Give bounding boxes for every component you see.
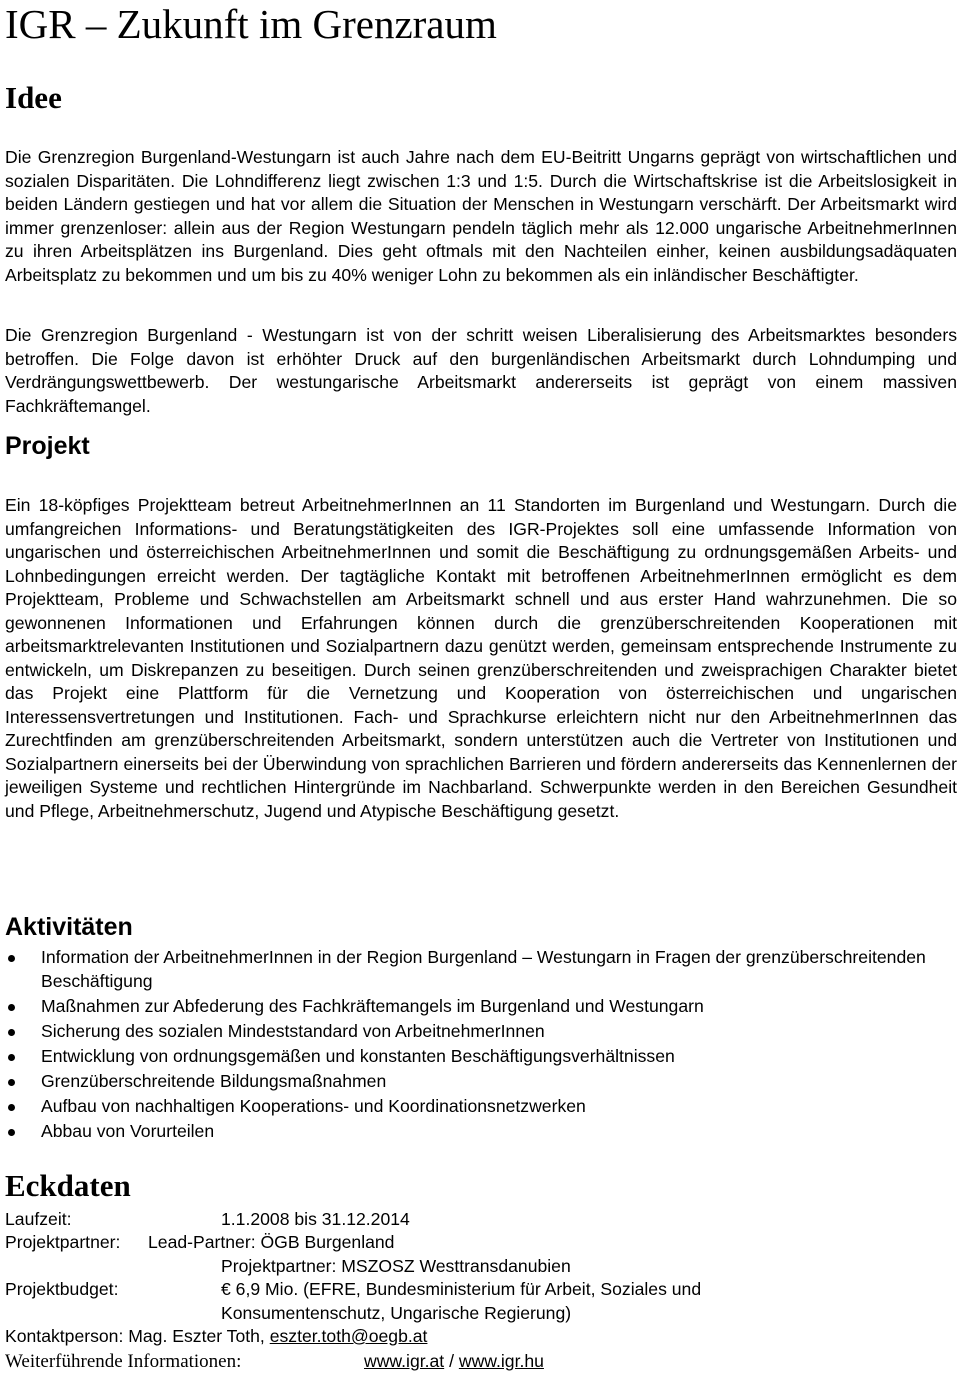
- list-item: Abbau von Vorurteilen: [5, 1120, 957, 1144]
- budget-value: € 6,9 Mio. (EFRE, Bundesministerium für Arbeit, Soziales und: [221, 1279, 702, 1299]
- link-separator: /: [444, 1351, 459, 1371]
- section-heading-projekt: Projekt: [5, 432, 90, 460]
- bullet-icon: [8, 955, 15, 962]
- section-heading-idee: Idee: [5, 80, 62, 115]
- list-item: Sicherung des sozialen Mindeststandard von ArbeitnehmerInnen: [5, 1020, 957, 1044]
- section-heading-aktivitaeten: Aktivitäten: [5, 913, 133, 941]
- list-item: Grenzüberschreitende Bildungsmaßnahmen: [5, 1070, 957, 1094]
- list-item: Information der ArbeitnehmerInnen in der Region Burgenland – Westungarn in Fragen der grenzüberschreitenden Beschäftigung: [5, 946, 957, 993]
- idee-paragraph-1: Die Grenzregion Burgenland-Westungarn ist auch Jahre nach dem EU-Beitritt Ungarns geprägt von wirtschaftlichen und sozialen Disparitäten. Die Lohndifferenz liegt zwischen 1:3 und 1:5. Durch die Wirtschaftskrise ist die Arbeitslosigkeit in beiden Ländern gestiegen und hat vor allem die Situation der Menschen in Westungarn verschärft. Der Arbeitsmarkt wird immer grenzenloser: allein aus der Region Westungarn pendeln täglich mehr als 12.000 ungarische ArbeitnehmerInnen zu ihren Arbeitsplätzen ins Burgenland. Dies geht oftmals mit den Nachteilen einher, keinen ausbildungsadäquaten Arbeitsplatz zu bekommen und um bis zu 40% weniger Lohn zu bekommen als ein inländischer Beschäftigter.: [5, 147, 957, 285]
- aktivitaeten-list: [5, 946, 957, 1145]
- email-link[interactable]: eszter.toth@oegb.at: [269, 1326, 428, 1346]
- info-links: [364, 1350, 544, 1374]
- partner-label: Projektpartner:: [5, 1232, 121, 1252]
- bullet-icon: [8, 1129, 15, 1136]
- bullet-icon: [8, 1054, 15, 1061]
- laufzeit-label: Laufzeit:: [5, 1209, 72, 1229]
- bullet-icon: [8, 1004, 15, 1011]
- projektpartner-value: Projektpartner: MSZOSZ Westtransdanubien: [221, 1256, 571, 1276]
- projekt-paragraph: Ein 18-köpfiges Projektteam betreut ArbeitnehmerInnen an 11 Standorten im Burgenland und Westungarn. Durch die umfangreichen Informations- und Beratungstätigkeiten des IGR-Projektes soll eine umfassende Information von ungarischen und österreichischen ArbeitnehmerInnen und somit die Beschäftigung zu ordnungsgemäßen Arbeits- und Lohnbedingungen erreicht werden. Der tagtägliche Kontakt mit betroffenen ArbeitnehmerInnen ermöglicht es dem Projektteam, Probleme und Schwachstellen am Arbeitsmarkt schnell und aus erster Hand wahrzunehmen. Die so gewonnenen Informationen und Erfahrungen können durch die grenzüberschreitenden Kooperationen mit arbeitsmarktrelevanten Institutionen und Sozialpartnern dazu genützt werden, gemeinsam entsprechende Instrumente zu entwickeln, um Diskrepanzen zu beseitigen. Durch seinen grenzüberschreitenden und zweisprachigen Charakter bietet das Projekt eine Plattform für die Vernetzung und Kooperation von österreichischen und ungarischen Interessensvertretungen und Institutionen. Fach- und Sprachkurse erleichtern nicht nur den ArbeitnehmerInnen das Zurechtfinden am grenzüberschreitenden Arbeitsmarkt, sondern unterstützen auch die Vertreter von Institutionen und Sozialpartnern einerseits bei der Überwindung von sprachlichen Barrieren und fördern andererseits das Kennenlernen der jeweiligen Systeme und rechtlichen Hintergründe im Nachbarland. Schwerpunkte werden in den Bereichen Gesundheit und Pflege, Arbeitnehmerschutz, Jugend und Atypische Beschäftigung gesetzt.: [5, 495, 957, 821]
- bullet-icon: [8, 1029, 15, 1036]
- budget-label: Projektbudget:: [5, 1279, 119, 1299]
- section-heading-eckdaten: Eckdaten: [5, 1168, 131, 1203]
- link-igr-hu[interactable]: www.igr.hu: [458, 1351, 544, 1371]
- list-item: Aufbau von nachhaltigen Kooperations- und Koordinationsnetzwerken: [5, 1095, 957, 1119]
- laufzeit-value: 1.1.2008 bis 31.12.2014: [221, 1209, 410, 1229]
- document-title: IGR – Zukunft im Grenzraum: [5, 1, 497, 47]
- link-igr-at[interactable]: www.igr.at: [364, 1351, 445, 1371]
- kontakt-label: Kontaktperson: Mag. Eszter Toth,: [5, 1326, 270, 1346]
- bullet-icon: [8, 1104, 15, 1111]
- list-item: Maßnahmen zur Abfederung des Fachkräftemangels im Burgenland und Westungarn: [5, 995, 957, 1019]
- bullet-icon: [8, 1079, 15, 1086]
- budget-value-continued: Konsumentenschutz, Ungarische Regierung): [221, 1303, 572, 1323]
- info-label: Weiterführende Informationen:: [5, 1351, 242, 1372]
- kontakt-row: [5, 1325, 427, 1349]
- idee-paragraph-2: Die Grenzregion Burgenland - Westungarn ist von der schritt weisen Liberalisierung des Arbeitsmarktes besonders betroffen. Die Folge davon ist erhöhter Druck auf den burgenländischen Arbeitsmarkt durch Lohndumping und Verdrängungswettbewerb. Der westungarische Arbeitsmarkt andererseits ist geprägt von einem massiven Fachkräftemangel.: [5, 325, 957, 416]
- lead-partner-value: Lead-Partner: ÖGB Burgenland: [148, 1232, 395, 1252]
- list-item: Entwicklung von ordnungsgemäßen und konstanten Beschäftigungsverhältnissen: [5, 1045, 957, 1069]
